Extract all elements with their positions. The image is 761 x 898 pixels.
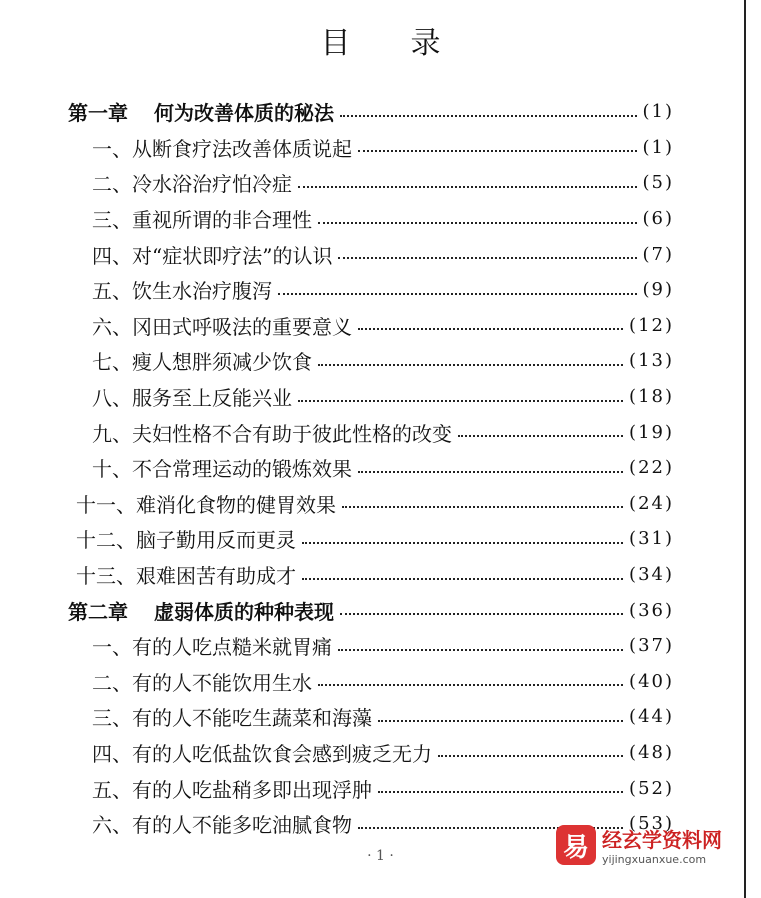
section-title: 从断食疗法改善体质说起 [132, 136, 352, 161]
section-page: (6) [642, 208, 674, 230]
toc-section-row [68, 272, 674, 308]
section-label: 五、 [92, 279, 132, 304]
section-title: 有的人吃点糙米就胃痛 [132, 635, 332, 660]
section-title: 冷水浴治疗怕冷症 [132, 172, 292, 197]
dot-leader [340, 613, 623, 615]
section-page: (48) [629, 741, 674, 763]
dot-leader [298, 400, 623, 402]
dot-leader [340, 115, 637, 117]
toc-chapter-row [68, 94, 674, 130]
section-page: (12) [629, 314, 674, 336]
table-of-contents [68, 94, 674, 841]
dot-leader [438, 755, 623, 757]
section-page: (24) [629, 492, 674, 514]
section-page: (7) [642, 243, 674, 265]
section-page: (13) [629, 350, 674, 372]
section-page: (44) [629, 706, 674, 728]
watermark-logo-icon: 易 [556, 825, 596, 865]
toc-section-row [68, 343, 674, 379]
section-page: (19) [629, 421, 674, 443]
section-title: 有的人吃盐稍多即出现浮肿 [132, 777, 372, 802]
dot-leader [358, 328, 623, 330]
section-title: 不合常理运动的锻炼效果 [132, 457, 352, 482]
section-page: (40) [629, 670, 674, 692]
section-title: 有的人不能饮用生水 [132, 670, 312, 695]
dot-leader [318, 222, 637, 224]
section-page: (52) [629, 777, 674, 799]
section-title: 对“症状即疗法”的认识 [132, 243, 333, 268]
toc-section-row [68, 628, 674, 664]
section-page: (22) [629, 457, 674, 479]
toc-section-row [68, 201, 674, 237]
toc-section-row [68, 699, 674, 735]
chapter-title: 虚弱体质的种种表现 [154, 599, 334, 624]
page-edge-line [744, 0, 746, 898]
chapter-label: 第二章 [68, 599, 128, 624]
section-title: 夫妇性格不合有助于彼此性格的改变 [132, 421, 452, 446]
dot-leader [358, 150, 637, 152]
section-label: 三、 [92, 208, 132, 233]
watermark-name: 经玄学资料网 [602, 828, 722, 852]
section-page: (1) [642, 136, 674, 158]
section-label: 六、 [92, 314, 132, 339]
section-label: 三、 [92, 706, 132, 731]
section-page: (34) [629, 564, 674, 586]
toc-section-row [68, 236, 674, 272]
chapter-title: 何为改善体质的秘法 [154, 101, 334, 126]
dot-leader [342, 506, 623, 508]
chapter-page: (36) [629, 599, 674, 621]
toc-section-row [68, 414, 674, 450]
section-title: 有的人不能多吃油腻食物 [132, 813, 352, 838]
section-label: 七、 [92, 350, 132, 375]
dot-leader [318, 364, 623, 366]
section-page: (5) [642, 172, 674, 194]
toc-section-row [68, 165, 674, 201]
toc-section-row [68, 664, 674, 700]
section-label: 二、 [92, 670, 132, 695]
toc-section-row [68, 557, 674, 593]
chapter-label: 第一章 [68, 101, 128, 126]
toc-section-row [68, 130, 674, 166]
dot-leader [278, 293, 637, 295]
section-page: (53) [629, 813, 674, 835]
page-title: 目录 [320, 26, 501, 61]
section-label: 五、 [92, 777, 132, 802]
toc-section-row [68, 379, 674, 415]
section-label: 四、 [92, 243, 132, 268]
section-title: 难消化食物的健胃效果 [136, 492, 336, 517]
dot-leader [338, 257, 636, 259]
section-label: 六、 [92, 813, 132, 838]
dot-leader [358, 471, 623, 473]
section-title: 有的人吃低盐饮食会感到疲乏无力 [132, 741, 432, 766]
dot-leader [378, 720, 623, 722]
section-page: (9) [642, 279, 674, 301]
dot-leader [302, 542, 623, 544]
section-label: 一、 [92, 635, 132, 660]
section-label: 十、 [92, 457, 132, 482]
section-title: 饮生水治疗腹泻 [132, 279, 272, 304]
toc-section-row [68, 735, 674, 771]
section-label: 九、 [92, 421, 132, 446]
section-label: 十一、 [76, 492, 136, 517]
page-number: · 1 · [367, 848, 394, 864]
toc-section-row [68, 521, 674, 557]
section-label: 一、 [92, 136, 132, 161]
toc-section-row [68, 486, 674, 522]
toc-section-row [68, 308, 674, 344]
toc-section-row [68, 770, 674, 806]
section-title: 重视所谓的非合理性 [132, 208, 312, 233]
dot-leader [338, 649, 623, 651]
dot-leader [378, 791, 623, 793]
section-title: 服务至上反能兴业 [132, 386, 292, 411]
dot-leader [318, 684, 623, 686]
section-title: 艰难困苦有助成才 [136, 564, 296, 589]
section-label: 二、 [92, 172, 132, 197]
chapter-page: (1) [642, 101, 674, 123]
watermark-url: yijingxuanxue.com [602, 853, 707, 866]
section-title: 瘦人想胖须减少饮食 [132, 350, 312, 375]
section-page: (37) [629, 635, 674, 657]
section-page: (18) [629, 386, 674, 408]
section-title: 有的人不能吃生蔬菜和海藻 [132, 706, 372, 731]
section-page: (31) [629, 528, 674, 550]
section-label: 十二、 [76, 528, 136, 553]
section-title: 脑子勤用反而更灵 [136, 528, 296, 553]
section-label: 四、 [92, 741, 132, 766]
section-label: 十三、 [76, 564, 136, 589]
section-label: 八、 [92, 386, 132, 411]
section-title: 冈田式呼吸法的重要意义 [132, 314, 352, 339]
dot-leader [298, 186, 637, 188]
watermark [556, 824, 722, 866]
toc-section-row [68, 450, 674, 486]
dot-leader [458, 435, 623, 437]
dot-leader [302, 578, 623, 580]
toc-chapter-row [68, 592, 674, 628]
